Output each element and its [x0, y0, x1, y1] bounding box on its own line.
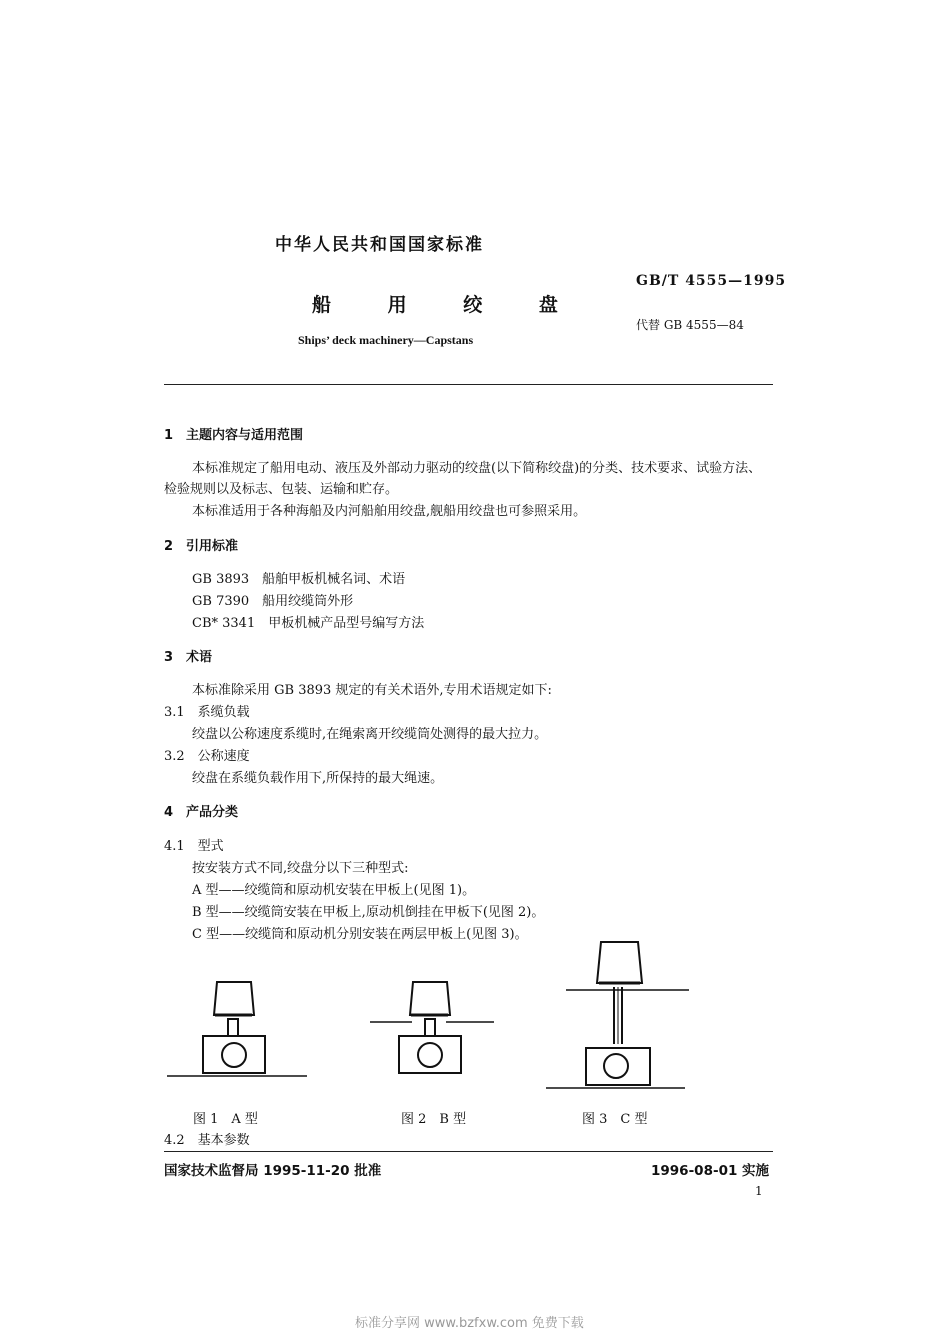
section-2-heading: 2 引用标准: [164, 539, 239, 554]
figure-1-type-a-diagram: [167, 982, 307, 1076]
document-title: 船 用 绞 盘: [312, 294, 583, 316]
fig1-shaft-neck: [228, 1019, 238, 1036]
reference-item: CB* 3341 甲板机械产品型号编写方法: [192, 616, 425, 631]
section-3-intro: 本标准除采用 GB 3893 规定的有关术语外,专用术语规定如下:: [192, 683, 552, 698]
replaces-note: 代替 GB 4555—84: [636, 318, 744, 332]
section-1-paragraph-1a: 本标准规定了船用电动、液压及外部动力驱动的绞盘(以下简称绞盘)的分类、技术要求、试验方法、: [192, 461, 762, 476]
reference-item: GB 3893 船舶甲板机械名词、术语: [192, 572, 406, 587]
section-1-heading: 1 主题内容与适用范围: [164, 428, 304, 443]
reference-item: GB 7390 船用绞缆筒外形: [192, 594, 354, 609]
approval-note: 国家技术监督局 1995-11-20 批准: [164, 1163, 382, 1179]
term-2-heading: 3.2 公称速度: [164, 749, 250, 764]
term-1-heading: 3.1 系缆负载: [164, 705, 250, 720]
type-b-description: B 型——绞缆筒安装在甲板上,原动机倒挂在甲板下(见图 2)。: [192, 905, 545, 920]
english-title: Ships’ deck machinery—Capstans: [298, 333, 474, 347]
footer-rule: [164, 1151, 773, 1152]
figure-2-type-b-diagram: [370, 982, 494, 1073]
fig2-capstan-drum: [410, 982, 450, 1015]
section-1-paragraph-2: 本标准适用于各种海船及内河船舶用绞盘,舰船用绞盘也可参照采用。: [192, 504, 587, 519]
fig2-shaft-neck: [425, 1019, 435, 1036]
standard-number: GB/T 4555—1995: [636, 273, 787, 289]
section-3-heading: 3 术语: [164, 650, 213, 665]
fig1-capstan-drum: [214, 982, 254, 1015]
figure-3-caption: 图 3 C 型: [582, 1112, 648, 1127]
watermark: 标准分享网 www.bzfxw.com 免费下载: [355, 1316, 584, 1331]
figure-2-caption: 图 2 B 型: [401, 1112, 467, 1127]
implementation-date: 1996-08-01 实施: [651, 1163, 770, 1179]
section-1-paragraph-1b: 检验规则以及标志、包装、运输和贮存。: [164, 482, 399, 497]
section-4-heading: 4 产品分类: [164, 805, 239, 820]
figure-3-type-c-diagram: [546, 942, 689, 1088]
types-intro: 按安装方式不同,绞盘分以下三种型式:: [192, 861, 409, 876]
type-a-description: A 型——绞缆筒和原动机安装在甲板上(见图 1)。: [192, 883, 476, 898]
page-number: 1: [755, 1184, 763, 1198]
subsection-4-2-heading: 4.2 基本参数: [164, 1133, 250, 1148]
figure-1-caption: 图 1 A 型: [193, 1112, 258, 1127]
term-1-definition: 绞盘以公称速度系缆时,在绳索离开绞缆筒处测得的最大拉力。: [192, 727, 548, 742]
type-c-description: C 型——绞缆筒和原动机分别安装在两层甲板上(见图 3)。: [192, 927, 528, 942]
subsection-4-1-heading: 4.1 型式: [164, 839, 224, 854]
standard-title: 中华人民共和国国家标准: [275, 235, 484, 255]
fig3-capstan-drum: [597, 942, 642, 983]
term-2-definition: 绞盘在系缆负载作用下,所保持的最大绳速。: [192, 771, 444, 786]
